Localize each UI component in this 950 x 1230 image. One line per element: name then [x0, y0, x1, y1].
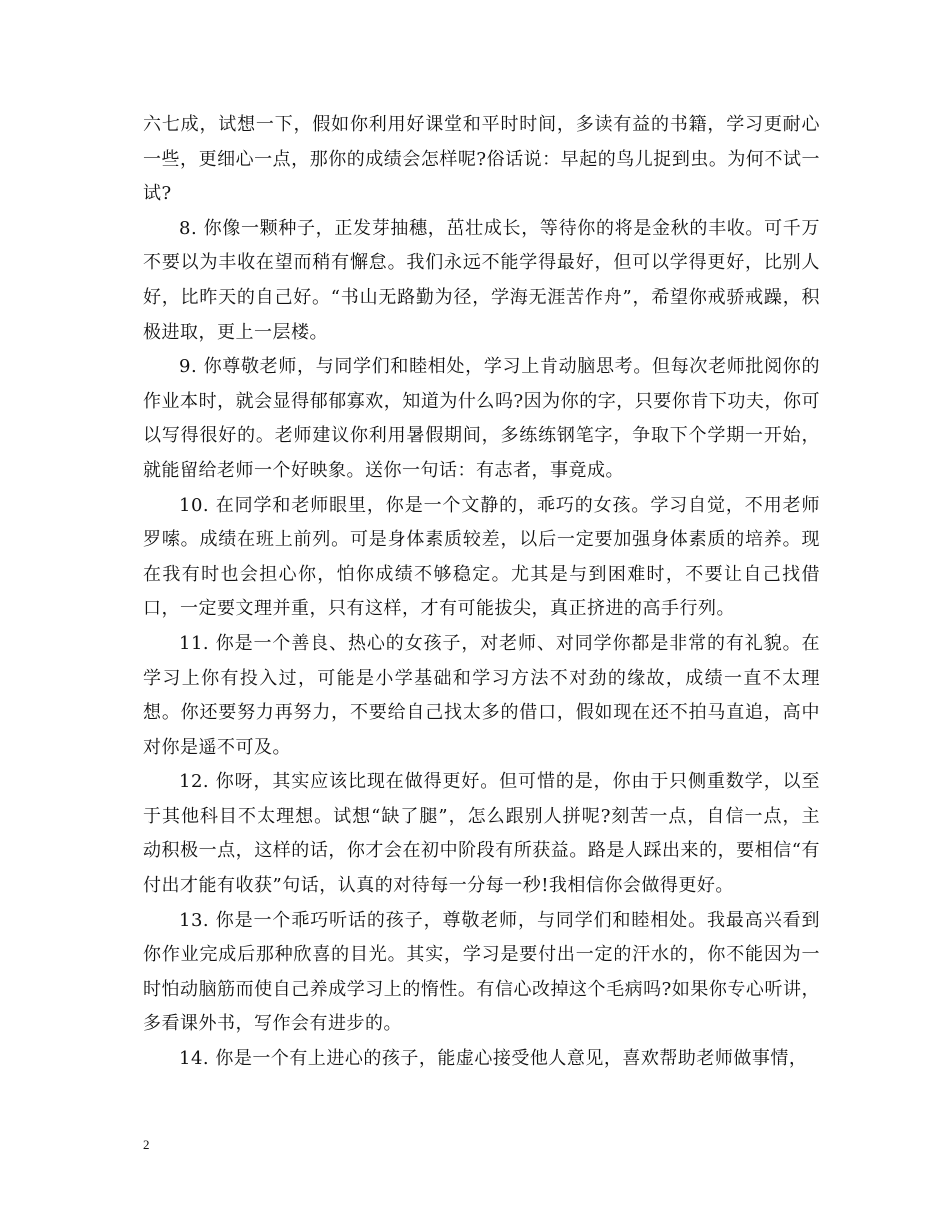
page-number: 2 [143, 1137, 150, 1152]
document-body [143, 108, 820, 1077]
paragraph-item-12: 12. 你呀，其实应该比现在做得更好。但可惜的是，你由于只侧重数学，以至于其他科目不太理想。试想“缺了腿”，怎么跟别人拼呢?刻苦一点，自信一点，主动积极一点，这样的话，你才会在初中阶段有所获益。路是人踩出来的，要相信“有付出才能有收获”句话，认真的对待每一分每一秒!我相信你会做得更好。 [143, 771, 820, 897]
paragraph-item-13: 13. 你是一个乖巧听话的孩子，尊敬老师，与同学们和睦相处。我最高兴看到你作业完成后那种欣喜的目光。其实，学习是要付出一定的汗水的，你不能因为一时怕动脑筋而使自己养成学习上的惰性。有信心改掉这个毛病吗?如果你专心听讲，多看课外书，写作会有进步的。 [143, 909, 820, 1035]
paragraph-item-9: 9. 你尊敬老师，与同学们和睦相处，学习上肯动脑思考。但每次老师批阅你的作业本时，就会显得郁郁寡欢，知道为什么吗?因为你的字，只要你肯下功夫，你可以写得很好的。老师建议你利用暑假期间，多练练钢笔字，争取下个学期一开始，就能留给老师一个好映象。送你一句话：有志者，事竟成。 [143, 356, 820, 481]
paragraph-item-8: 8. 你像一颗种子，正发芽抽穗，茁壮成长，等待你的将是金秋的丰收。可千万不要以为丰收在望而稍有懈怠。我们永远不能学得最好，但可以学得更好，比别人好，比昨天的自己好。“书山无路勤为径，学海无涯苦作舟”，希望你戒骄戒躁，积极进取，更上一层楼。 [143, 217, 820, 343]
paragraph-item-11: 11. 你是一个善良、热心的女孩子，对老师、对同学你都是非常的有礼貌。在学习上你有投入过，可能是小学基础和学习方法不对劲的缘故，成绩一直不太理想。你还要努力再努力，不要给自己找太多的借口，假如现在还不拍马直追，高中对你是遥不可及。 [143, 632, 820, 758]
paragraph-item-14: 14. 你是一个有上进心的孩子，能虚心接受他人意见，喜欢帮助老师做事情， [179, 1048, 808, 1070]
paragraph-continuation: 六七成，试想一下，假如你利用好课堂和平时时间，多读有益的书籍，学习更耐心一些，更细心一点，那你的成绩会怎样呢?俗话说：早起的鸟儿捉到虫。为何不试一试? [143, 114, 820, 205]
paragraph-item-10: 10. 在同学和老师眼里，你是一个文静的，乖巧的女孩。学习自觉，不用老师罗嗦。成绩在班上前列。可是身体素质较差，以后一定要加强身体素质的培养。现在我有时也会担心你，怕你成绩不够稳定。尤其是与到困难时，不要让自己找借口，一定要文理并重，只有这样，才有可能拔尖，真正挤进的高手行列。 [143, 494, 820, 620]
